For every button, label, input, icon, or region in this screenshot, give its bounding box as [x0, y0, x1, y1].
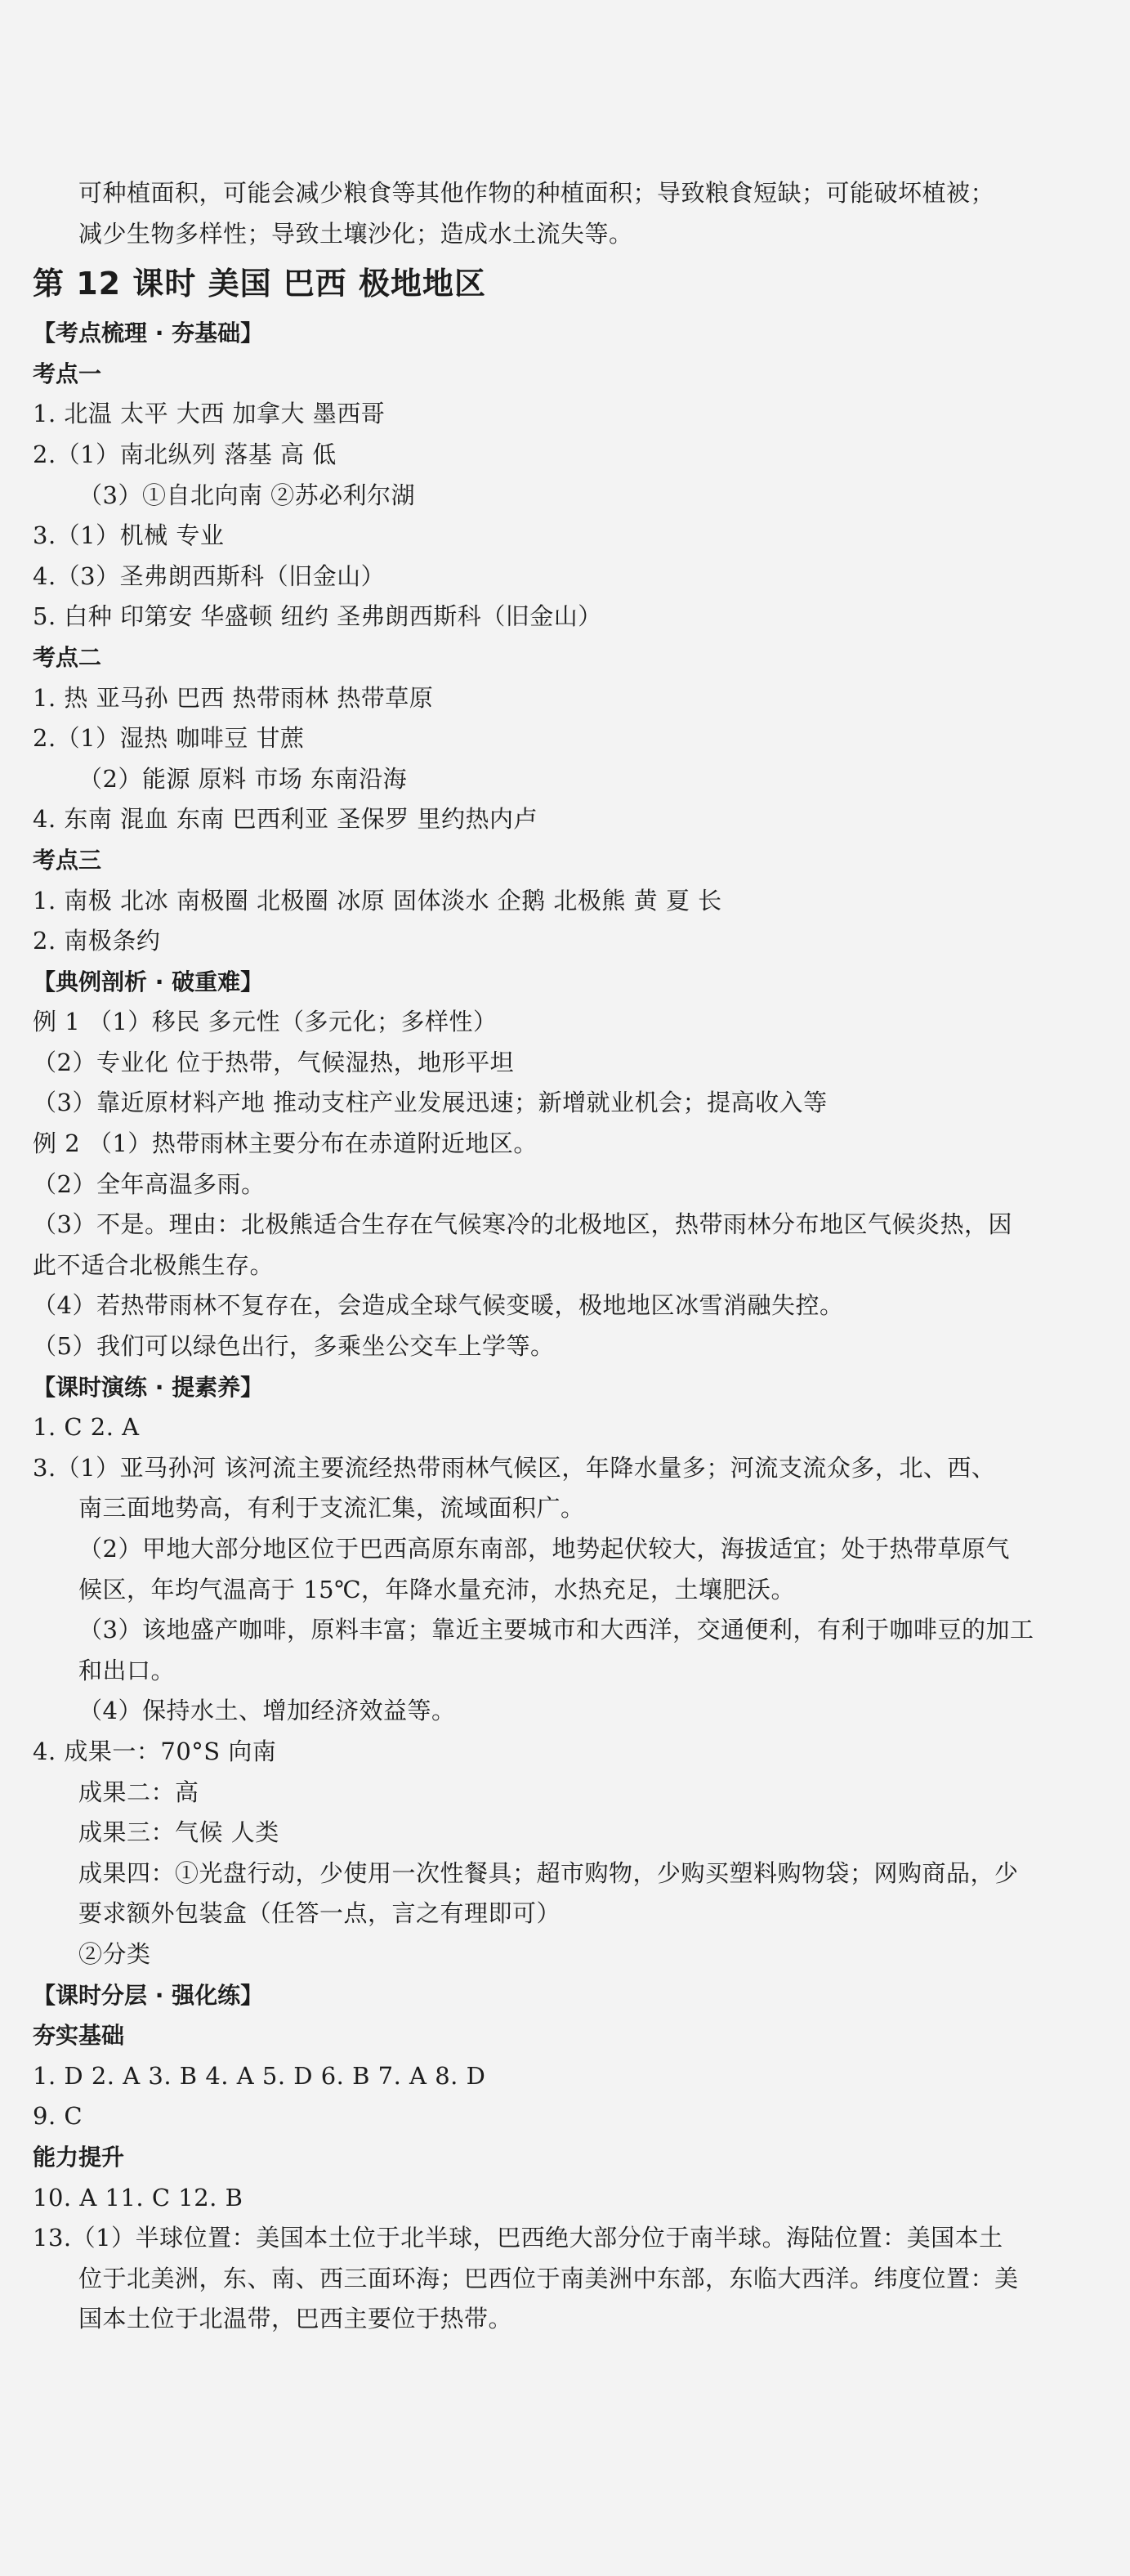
section-heading: 【典例剖析 · 破重难】	[33, 968, 264, 995]
answer-line: 1. 北温 太平 大西 加拿大 墨西哥	[33, 400, 386, 428]
subsection-heading: 考点一	[33, 360, 102, 387]
answer-line: 5. 白种 印第安 华盛顿 纽约 圣弗朗西斯科（旧金山）	[33, 602, 602, 631]
answer-line: 南三面地势高，有利于支流汇集，流域面积广。	[78, 1494, 585, 1523]
answer-line: 2.（1）南北纵列 落基 高 低	[33, 440, 337, 468]
section-heading: 【课时演练 · 提素养】	[33, 1373, 264, 1401]
answer-line: （2）专业化 位于热带，气候湿热，地形平坦	[33, 1048, 515, 1076]
answer-line: 例 2 （1）热带雨林主要分布在赤道附近地区。	[33, 1129, 538, 1158]
answer-line: 3.（1）机械 专业	[33, 521, 225, 550]
answer-line: 例 1 （1）移民 多元性（多元化；多样性）	[33, 1008, 498, 1036]
answer-line: 9. C	[33, 2102, 83, 2131]
answer-line: 4.（3）圣弗朗西斯科（旧金山）	[33, 561, 386, 590]
answer-line: 候区，年均气温高于 15℃，年降水量充沛，水热充足，土壤肥沃。	[78, 1575, 796, 1603]
answer-line: 成果四：①光盘行动，少使用一次性餐具；超市购物，少购买塑料购物袋；网购商品，少	[78, 1858, 1019, 1887]
answer-line: 可种植面积，可能会减少粮食等其他作物的种植面积；导致粮食短缺；可能破坏植被；	[78, 179, 995, 207]
answer-line: （3）①自北向南 ②苏必利尔湖	[78, 481, 416, 509]
answer-line: 1. D 2. A 3. B 4. A 5. D 6. B 7. A 8. D	[33, 2061, 486, 2090]
answer-line: （3）不是。理由：北极熊适合生存在气候寒冷的北极地区，热带雨林分布地区气候炎热，因	[33, 1210, 1012, 1239]
answer-line: 要求额外包装盒（任答一点，言之有理即可）	[78, 1899, 561, 1928]
answer-line: （3）靠近原材料产地 推动支柱产业发展迅速；新增就业机会；提高收入等	[33, 1089, 828, 1117]
answer-line: （3）该地盛产咖啡，原料丰富；靠近主要城市和大西洋，交通便利，有利于咖啡豆的加工	[78, 1616, 1034, 1644]
answer-line: （5）我们可以绿色出行，多乘坐公交车上学等。	[33, 1332, 555, 1361]
answer-line: 国本土位于北温带，巴西主要位于热带。	[78, 2305, 513, 2333]
subsection-heading: 夯实基础	[33, 2022, 125, 2050]
subsection-heading: 考点三	[33, 846, 102, 874]
answer-line: 4. 东南 混血 东南 巴西利亚 圣保罗 里约热内卢	[33, 805, 538, 834]
answer-line: 和出口。	[78, 1656, 176, 1684]
answer-line: 成果三：气候 人类	[78, 1818, 279, 1847]
subsection-heading: 能力提升	[33, 2143, 125, 2171]
answer-line: 此不适合北极熊生存。	[33, 1250, 275, 1279]
lesson-title: 第 12 课时 美国 巴西 极地地区	[33, 266, 487, 302]
answer-line: （2）全年高温多雨。	[33, 1169, 266, 1198]
section-heading: 【考点梳理 · 夯基础】	[33, 320, 264, 347]
section-heading: 【课时分层 · 强化练】	[33, 1981, 264, 2009]
answer-line: （2）甲地大部分地区位于巴西高原东南部，地势起伏较大，海拔适宜；处于热带草原气	[78, 1535, 1010, 1563]
answer-line: 13.（1）半球位置：美国本土位于北半球，巴西绝大部分位于南半球。海陆位置：美国本土	[33, 2224, 1003, 2252]
answer-line: 2. 南极条约	[33, 927, 161, 955]
answer-line: 1. 热 亚马孙 巴西 热带雨林 热带草原	[33, 683, 434, 712]
answer-line: 2.（1）湿热 咖啡豆 甘蔗	[33, 724, 305, 753]
answer-line: 减少生物多样性；导致土壤沙化；造成水土流失等。	[78, 219, 633, 248]
subsection-heading: 考点二	[33, 643, 102, 671]
answer-line: 位于北美洲，东、南、西三面环海；巴西位于南美洲中东部，东临大西洋。纬度位置：美	[78, 2264, 1019, 2292]
answer-line: 4. 成果一：70°S 向南	[33, 1737, 277, 1765]
answer-line: 10. A 11. C 12. B	[33, 2183, 243, 2212]
answer-line: （4）保持水土、增加经济效益等。	[78, 1697, 456, 1725]
answer-line: 1. C 2. A	[33, 1413, 140, 1442]
answer-line: （2）能源 原料 市场 东南沿海	[78, 764, 408, 793]
answer-line: 1. 南极 北冰 南极圈 北极圈 冰原 固体淡水 企鹅 北极熊 黄 夏 长	[33, 886, 722, 915]
answer-content	[33, 173, 1111, 2340]
answer-line: ②分类	[78, 1939, 151, 1968]
answer-line: 3.（1）亚马孙河 该河流主要流经热带雨林气候区，年降水量多；河流支流众多，北、西、	[33, 1453, 996, 1482]
answer-line: （4）若热带雨林不复存在，会造成全球气候变暖，极地地区冰雪消融失控。	[33, 1291, 844, 1320]
answer-line: 成果二：高	[78, 1778, 199, 1806]
